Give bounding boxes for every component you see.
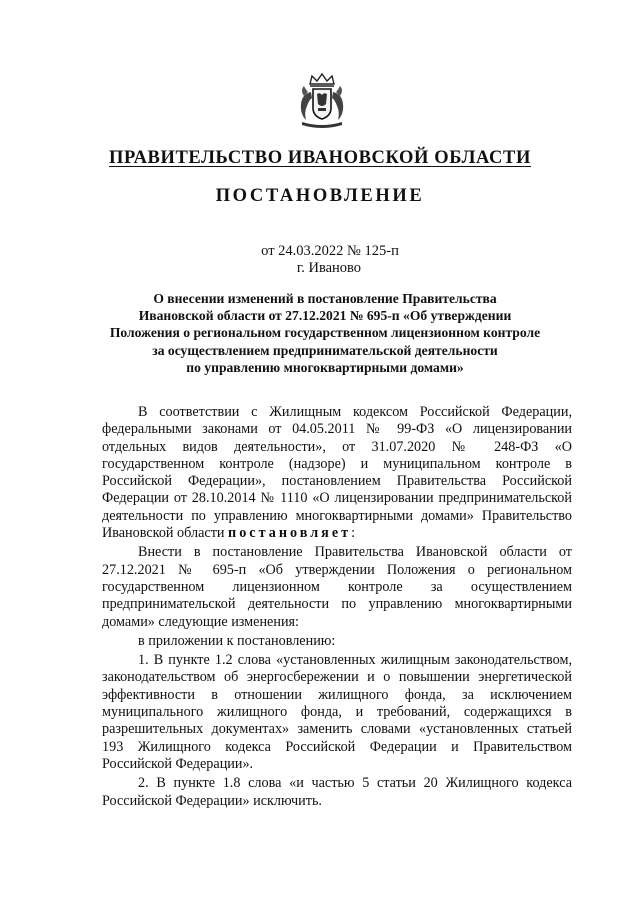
preamble-paragraph [102, 404, 572, 542]
subject-line: Положения о региональном государственном лицензионном контроле [109, 325, 541, 341]
document-type: ПОСТАНОВЛЕНИЕ [215, 186, 425, 206]
amendment-item-2: 2. В пункте 1.8 слова «и частью 5 статьи 20 Жилищного кодекса Российской Федерации» исключить. [102, 775, 572, 809]
government-title: ПРАВИТЕЛЬСТВО ИВАНОВСКОЙ ОБЛАСТИ [109, 148, 531, 168]
subject-line: Ивановской области от 27.12.2021 № 695-п «Об утверждении [138, 308, 512, 324]
appendix-paragraph: в приложении к постановлению: [138, 632, 336, 649]
subject-line: О внесении изменений в постановление Правительства [153, 291, 497, 306]
city: г. Иваново [296, 260, 362, 276]
document-body [102, 404, 572, 810]
preamble-text: В соответствии с Жилищным кодексом Российской Федерации, федеральными законами от 04.05.2011 № 99-ФЗ «О лицензировании отдельных видов деятельности», от 31.07.2020 № 248-ФЗ «О государственном контроле (надзоре) и муниципальном контроле в Российской Федерации», постановлением Правительства Российской Федерации от 28.10.2014 № 1110 «О лицензировании предпринимательской деятельности по управлению многоквартирными домами» Правительство Ивановской области [102, 404, 572, 542]
preamble-colon: : [351, 525, 356, 542]
amendment-item-1: 1. В пункте 1.2 слова «установленных жилищным законодательством, законодательством об энергосбережении и о повышении энергетической эффективности в отношении жилищного фонда, за исключением муниципального жилищного фонда, и требований, содержащихся в разрешительных документах» заменить словами «установленных статьей 193 Жилищного кодекса Российской Федерации и Правительством Российской Федерации». [102, 652, 572, 772]
amendment-intro-paragraph: Внести в постановление Правительства Ивановской области от 27.12.2021 № 695-п «Об утверждении Положения о региональном государственном лицензионном контроле за осуществлением предпринимательской деятельности по управлению многоквартирными домами» следующие изменения: [102, 544, 572, 630]
resolves-word: постановляет [228, 525, 352, 542]
subject-line: по управлению многоквартирными домами» [186, 359, 464, 375]
date-number: от 24.03.2022 № 125-п [261, 243, 399, 259]
document-subject [88, 290, 562, 376]
subject-line: за осуществлением предпринимательской деятельности [152, 342, 498, 358]
coat-of-arms-icon [296, 72, 348, 130]
